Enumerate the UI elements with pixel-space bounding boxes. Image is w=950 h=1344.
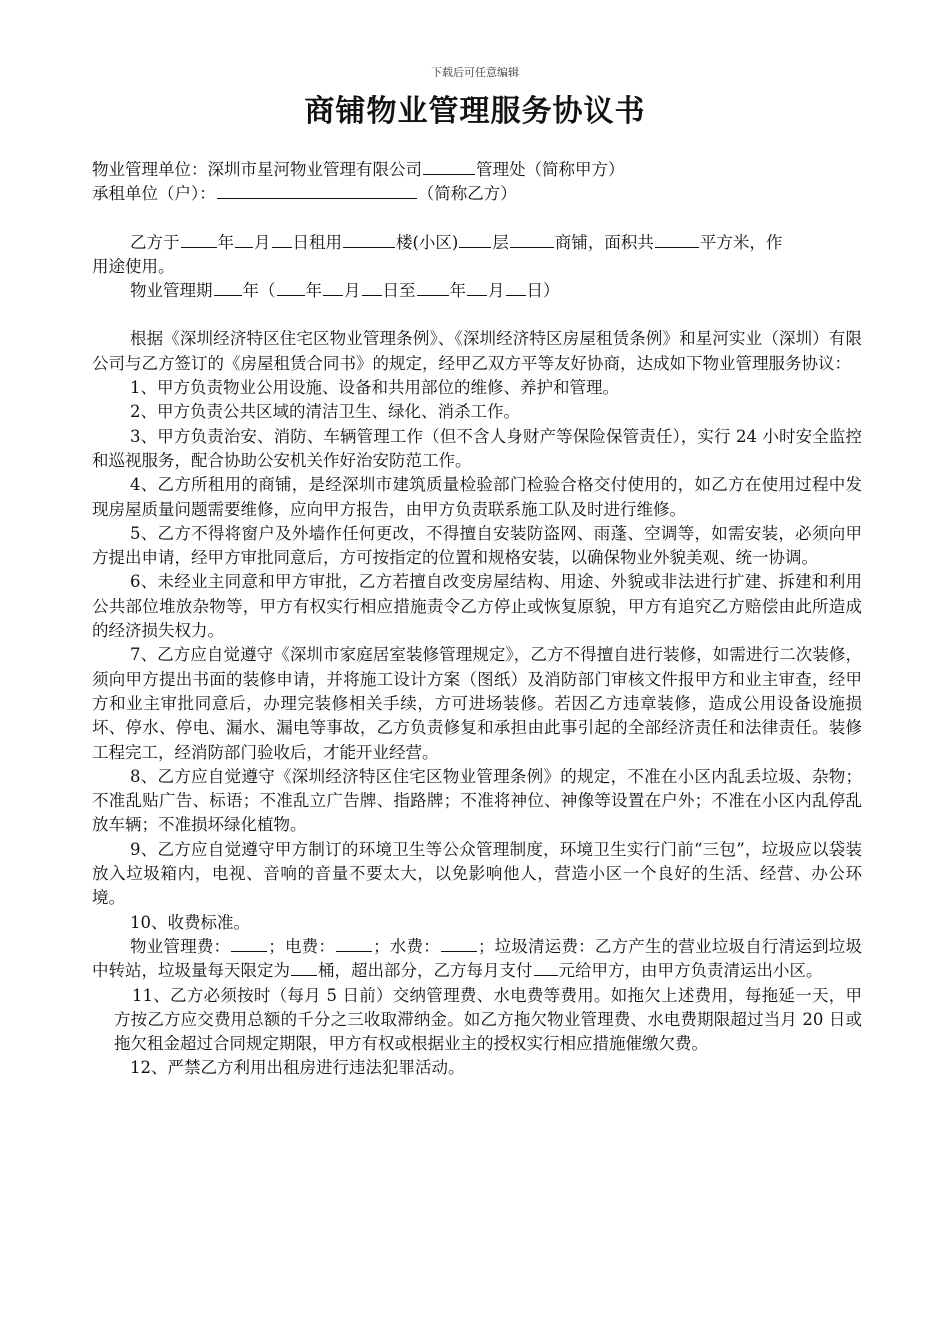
clause-5: 5、乙方不得将窗户及外墙作任何更改，不得擅自安装防盗网、雨蓬、空调等，如需安装，必须向甲方提出申请，经甲方审批同意后，方可按指定的位置和规格安装，以确保物业外貌美观、统一协调。 (92, 523, 862, 568)
document-body (92, 158, 862, 1081)
party-b-line: 承租单位（户）： （简称乙方） (92, 184, 517, 204)
clause-4: 4、乙方所租用的商铺，是经深圳市建筑质量检验部门检验合格交付使用的，如乙方在使用过程中发现房屋质量问题需要维修，应向甲方报告，由甲方负责联系施工队及时进行维修。 (92, 475, 862, 519)
clause-11: 11、乙方必须按时（每月 5 日前）交纳管理费、水电费等费用。如拖欠上述费用，每拖延一天，甲方按乙方应交费用总额的千分之三收取滞纳金。如乙方拖欠物业管理费、水电费期限超过当月 20 日或拖欠租金超过合同规定期限，甲方有权或根据业主的授权实行相应措施催缴欠费。 (114, 985, 862, 1054)
clause-2: 2、甲方负责公共区域的清洁卫生、绿化、消杀工作。 (130, 402, 520, 422)
intro-paragraph: 根据《深圳经济特区住宅区物业管理条例》、《深圳经济特区房屋租赁条例》和星河实业（深圳）有限公司与乙方签订的《房屋租赁合同书》的规定，经甲乙双方平等友好协商，达成如下物业管理服务协议： (92, 329, 862, 373)
party-a-line: 物业管理单位：深圳市星河物业管理有限公司 管理处（简称甲方） (92, 160, 625, 179)
term-line: 物业管理期 年（ 年 月 日至 年 月 日） (130, 281, 560, 301)
fees-paragraph: 物业管理费： ；电费： ；水费： ；垃圾清运费：乙方产生的营业垃圾自行清运到垃圾中转站，垃圾量每天限定为 桶，超出部分，乙方每月支付 元给甲方，由甲方负责清运出小区。 (92, 936, 863, 981)
clause-7: 7、乙方应自觉遵守《深圳市家庭居室装修管理规定》，乙方不得擅自进行装修，如需进行二次装修，须向甲方提出书面的装修申请，并将施工设计方案（图纸）及消防部门审核文件报甲方和业主审查，经甲方和业主审批同意后，办理完装修相关手续，方可进场装修。若因乙方违章装修，造成公用设备设施损坏、停水、停电、漏水、漏电等事故，乙方负责修复和承担由此事引起的全部经济责任和法律责任。装修工程完工，经消防部门验收后，才能开业经营。 (92, 645, 862, 762)
clause-9: 9、乙方应自觉遵守甲方制订的环境卫生等公众管理制度，环境卫生实行门前“三包”，垃圾应以袋装放入垃圾箱内，电视、音响的音量不要太大，以免影响他人，营造小区一个良好的生活、经营、办公环境。 (92, 839, 862, 908)
header-note: 下载后可任意编辑 (431, 66, 519, 79)
clause-3: 3、甲方负责治安、消防、车辆管理工作（但不含人身财产等保险保管责任），实行 24 小时安全监控和巡视服务，配合协助公安机关作好治安防范工作。 (92, 426, 862, 470)
blank-field (217, 182, 417, 199)
blank-field (423, 158, 475, 175)
clause-8: 8、乙方应自觉遵守《深圳经济特区住宅区物业管理条例》的规定，不准在小区内乱丢垃圾、杂物；不准乱贴广告、标语；不准乱立广告牌、指路牌；不准将神位、神像等设置在户外；不准在小区内乱停乱放车辆；不准损坏绿化植物。 (92, 766, 862, 835)
clause-10: 10、收费标准。 (130, 912, 250, 932)
document-title: 商铺物业管理服务协议书 (304, 94, 646, 129)
clause-1: 1、甲方负责物业公用设施、设备和共用部位的维修、养护和管理。 (130, 378, 619, 398)
clause-12: 12、严禁乙方利用出租房进行违法犯罪活动。 (130, 1058, 465, 1078)
lease-line-2: 用途使用。 (92, 256, 175, 276)
clause-6: 6、未经业主同意和甲方审批，乙方若擅自改变房屋结构、用途、外貌或非法进行扩建、拆建和利用公共部位堆放杂物等，甲方有权实行相应措施责令乙方停止或恢复原貌，甲方有追究乙方赔偿由此所造成的经济损失权力。 (92, 572, 862, 641)
lease-line: 乙方于 年 月 日租用 楼(小区) 层 商铺，面积共 平方米，作 (130, 232, 783, 252)
